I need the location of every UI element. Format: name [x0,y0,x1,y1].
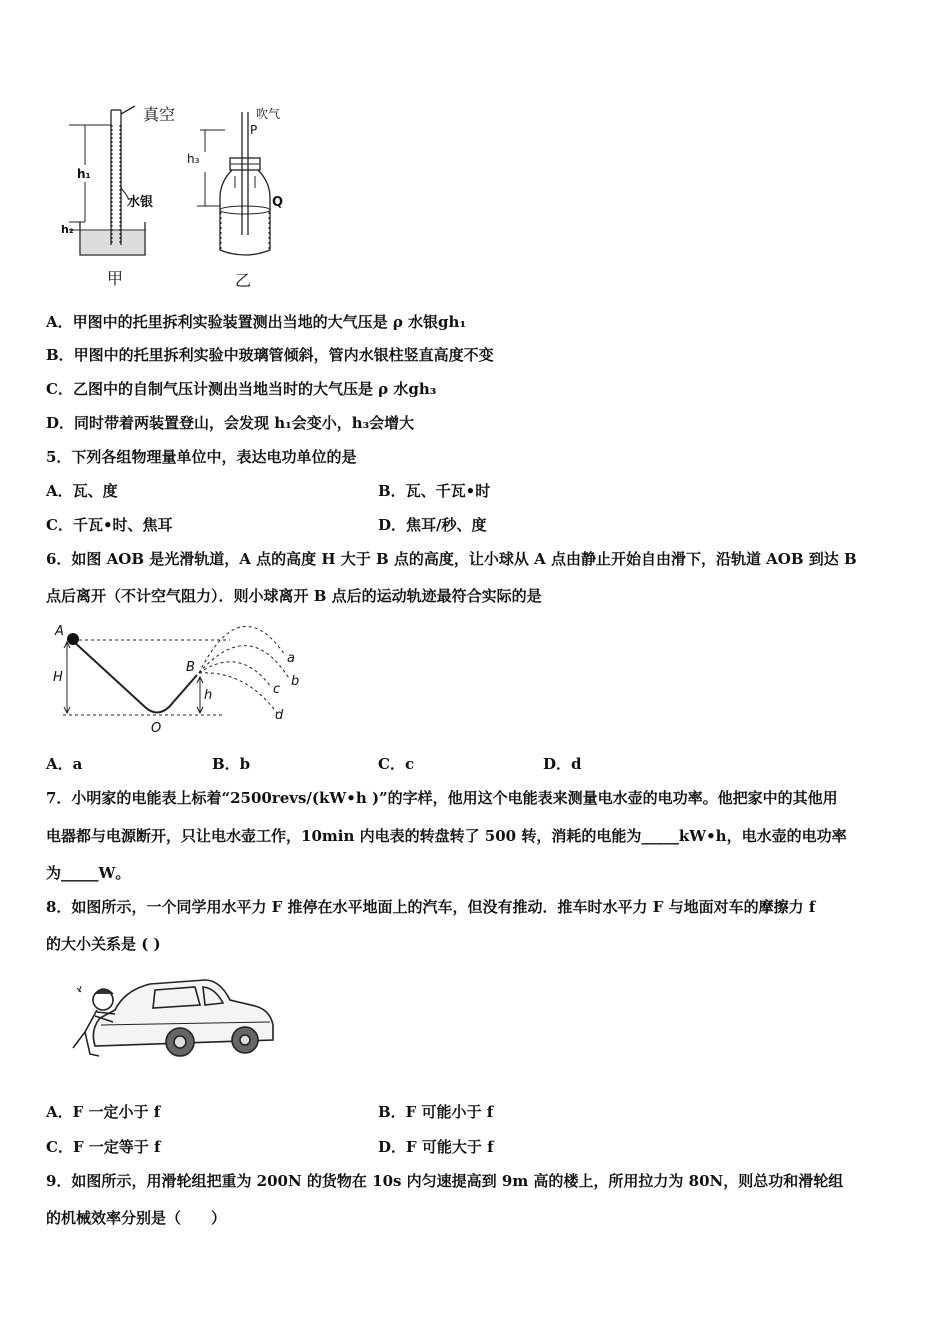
q9-line1: 9．如图所示，用滑轮组把重为 200N 的货物在 10s 内匀速提高到 9m 高的楼上，所用拉力为 80N，则总功和滑轮组 [46,1172,844,1190]
track-aob [73,641,197,713]
q5-option-a: A．瓦、度 [46,482,118,500]
ball [67,633,79,645]
q5-option-b: B．瓦、千瓦•时 [378,482,491,500]
q7-line3: 为_____W。 [46,864,131,882]
q5-stem: 5．下列各组物理量单位中，表达电功单位的是 [46,448,357,466]
q5-option-d: D．焦耳/秒、度 [378,516,487,534]
label-o-point: O [151,721,162,736]
q9-line2: 的机械效率分别是（ ） [46,1209,227,1227]
q7-line2: 电器都与电源断开，只让电水壶工作，10min 内电表的转盘转了 500 转，消耗的电能为_____kW•h，电水壶的电功率 [46,827,847,845]
barometer-figure [55,100,305,295]
q5-option-c: C．千瓦•时、焦耳 [46,516,173,534]
label-p: P [250,123,258,137]
q4-option-d: D．同时带着两装置登山，会发现 h₁会变小，h₃会增大 [46,414,415,432]
q4-option-b: B．甲图中的托里拆利实验中玻璃管倾斜，管内水银柱竖直高度不变 [46,346,494,364]
q8-option-c: C．F 一定等于 f [46,1138,161,1156]
label-height-h-big: H [53,670,63,685]
label-q: Q [272,195,284,210]
label-jia: 甲 [107,269,124,288]
trajectory-b [199,646,290,680]
q6-option-a: A．a [46,755,83,773]
q8-option-a: A．F 一定小于 f [46,1103,161,1121]
q8-option-d: D．F 可能大于 f [378,1138,494,1156]
label-h2: h₂ [61,223,74,236]
trajectory-c [199,662,271,687]
label-h3: h₃ [187,152,200,166]
track-figure [45,615,315,740]
q8-line1: 8．如图所示，一个同学用水平力 F 推停在水平地面上的汽车，但没有推动．推车时水平力 F 与地面对车的摩擦力 f [46,898,816,916]
label-vacuum: 真空 [143,105,176,124]
label-traj-a: a [287,651,295,666]
push-car-figure [55,970,280,1070]
label-blow: 吹气 [256,107,281,121]
label-traj-d: d [275,708,284,723]
q4-option-c: C．乙图中的自制气压计测出当地当时的大气压是 ρ 水gh₃ [46,380,437,398]
label-mercury: 水银 [127,195,154,210]
q6-stem-line2: 点后离开（不计空气阻力）．则小球离开 B 点后的运动轨迹最符合实际的是 [46,587,542,605]
label-traj-c: c [273,682,281,697]
q8-option-b: B．F 可能小于 f [378,1103,494,1121]
label-height-h-small: h [204,688,213,703]
label-a-point: A [55,624,64,639]
q6-option-d: D．d [543,755,582,773]
label-h1: h₁ [77,167,91,181]
q8-line2: 的大小关系是 ( ) [46,935,161,953]
label-b-point: B [186,660,195,675]
homemade-barometer [197,112,270,255]
label-yi: 乙 [235,271,252,290]
q6-option-b: B．b [212,755,251,773]
q7-line1: 7．小明家的电能表上标着“2500revs/(kW•h )”的字样，他用这个电能表来测量电水壶的电功率。他把家中的其他用 [46,789,838,807]
q6-option-c: C．c [378,755,415,773]
label-traj-b: b [291,674,300,689]
q4-option-a: A．甲图中的托里拆利实验装置测出当地的大气压是 ρ 水银gh₁ [46,313,467,331]
q6-stem-line1: 6．如图 AOB 是光滑轨道，A 点的高度 H 大于 B 点的高度，让小球从 A 点由静止开始自由滑下，沿轨道 AOB 到达 B [46,550,857,568]
